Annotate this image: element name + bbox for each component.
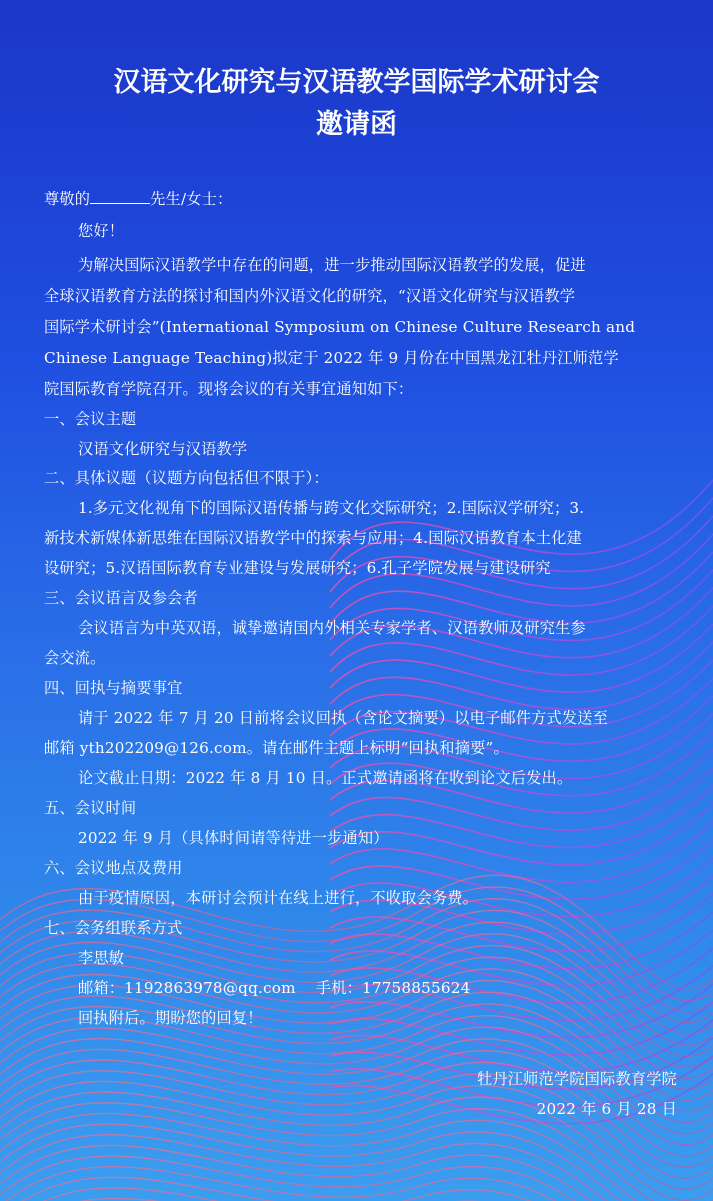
name-blank: [90, 189, 150, 204]
salutation: [44, 188, 232, 209]
section-heading: 二、具体议题（议题方向包括但不限于）：: [44, 469, 329, 487]
section-heading: 六、会议地点及费用: [44, 859, 183, 877]
section-text: 由于疫情原因，本研讨会预计在线上进行，不收取会务费。: [78, 889, 479, 907]
contact-name: 李思敏: [78, 949, 125, 967]
intro-line: 国际学术研讨会”(International Symposium on Chinese Culture Research and: [44, 318, 636, 336]
intro-line: 为解决国际汉语教学中存在的问题，进一步推动国际汉语教学的发展，促进: [78, 256, 586, 274]
greeting: 您好！: [78, 222, 125, 240]
section-text: 论文截止日期：2022 年 8 月 10 日。正式邀请函将在收到论文后发出。: [78, 769, 573, 787]
closing-text: 回执附后。期盼您的回复！: [78, 1009, 263, 1027]
signature-organization: 牡丹江师范学院国际教育学院: [476, 1070, 677, 1088]
invitation-subtitle: 邀请函: [316, 109, 397, 140]
section-text: 汉语文化研究与汉语教学: [78, 440, 248, 458]
section-heading: 七、会务组联系方式: [44, 919, 183, 937]
intro-line: 院国际教育学院召开。现将会议的有关事宜通知如下：: [44, 380, 414, 398]
salutation-prefix: 尊敬的: [44, 190, 91, 208]
section-heading: 一、会议主题: [44, 410, 137, 428]
section-heading: 三、会议语言及参会者: [44, 589, 198, 607]
invitation-title: 汉语文化研究与汉语教学国际学术研讨会: [113, 67, 600, 98]
intro-line: 全球汉语教育方法的探讨和国内外汉语文化的研究，“汉语文化研究与汉语教学: [44, 287, 576, 305]
contact-info: 邮箱：1192863978@qq.com 手机：17758855624: [78, 979, 471, 997]
section-heading: 五、会议时间: [44, 799, 137, 817]
section-text: 2022 年 9 月（具体时间请等待进一步通知）: [78, 829, 389, 847]
section-text: 会议语言为中英双语，诚挚邀请国内外相关专家学者、汉语教师及研究生参: [78, 619, 586, 637]
salutation-suffix: 先生/女士：: [150, 190, 233, 208]
section-text: 请于 2022 年 7 月 20 日前将会议回执（含论文摘要）以电子邮件方式发送至: [78, 709, 609, 727]
intro-line: Chinese Language Teaching)拟定于 2022 年 9 月份在中国黑龙江牡丹江师范学: [44, 349, 619, 367]
section-heading: 四、回执与摘要事宜: [44, 679, 183, 697]
section-text: 邮箱 yth202209@126.com。请在邮件主题上标明“回执和摘要”。: [44, 739, 509, 757]
section-text: 新技术新媒体新思维在国际汉语教学中的探索与应用；4.国际汉语教育本土化建: [44, 529, 583, 547]
section-text: 1.多元文化视角下的国际汉语传播与跨文化交际研究；2.国际汉学研究；3.: [78, 499, 585, 517]
section-text: 设研究；5.汉语国际教育专业建设与发展研究；6.孔子学院发展与建设研究: [44, 559, 551, 577]
section-text: 会交流。: [44, 649, 106, 667]
signature-date: 2022 年 6 月 28 日: [536, 1100, 677, 1118]
